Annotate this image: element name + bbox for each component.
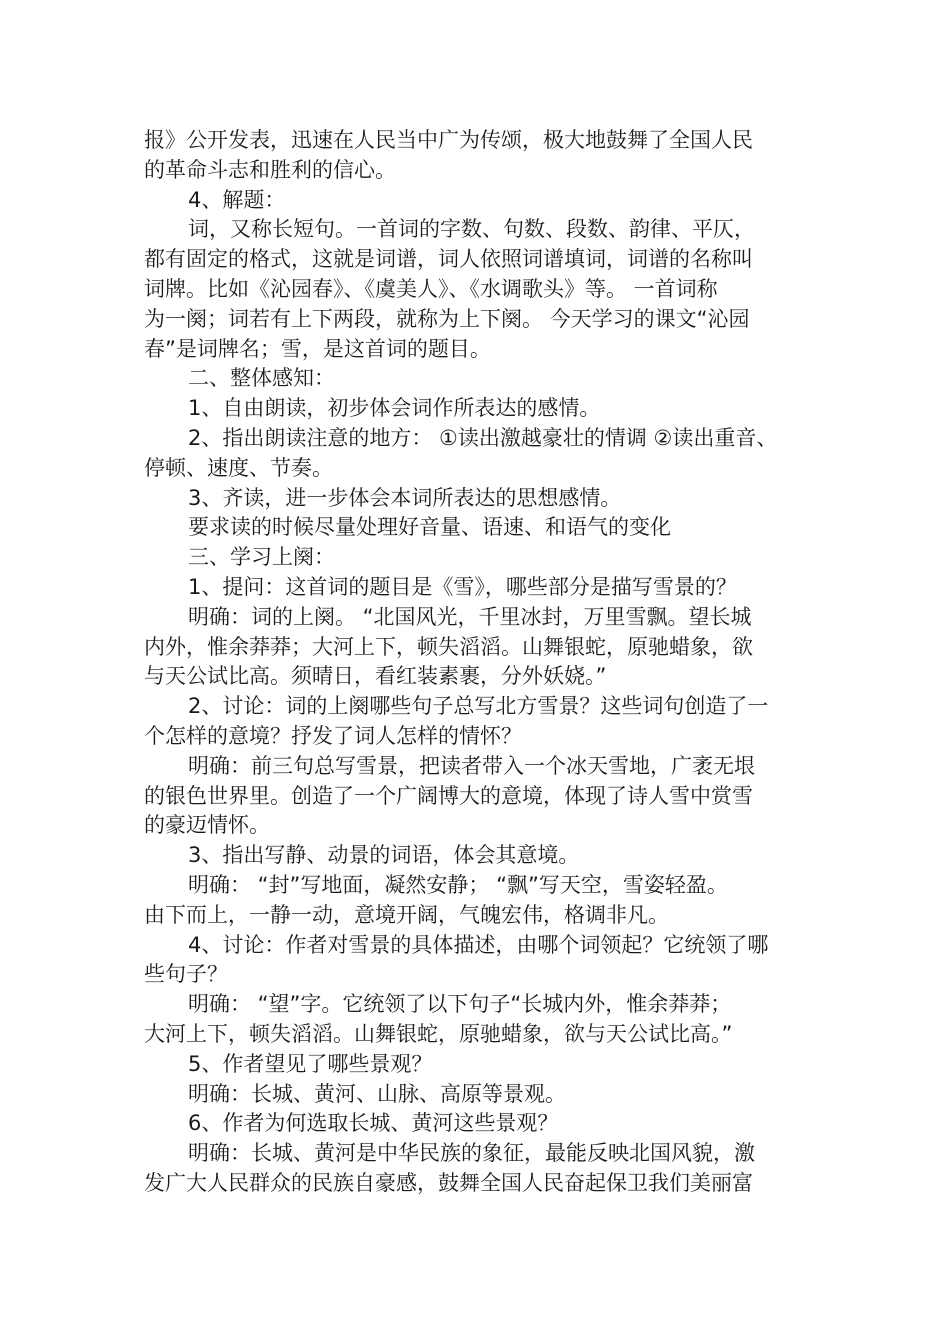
paragraph (144, 484, 812, 514)
paragraph (144, 1080, 812, 1110)
text-line: 3、齐读，进一步体会本词所表达的思想感情。 (188, 485, 622, 510)
text-line: 些句子？ (144, 962, 228, 987)
text-line: 1、提问：这首词的题目是《雪》，哪些部分是描写雪景的？ (188, 574, 737, 599)
text-line: 词，又称长短句。一首词的字数、句数、段数、韵律、平仄， (188, 217, 755, 242)
text-line: 要求读的时候尽量处理好音量、语速、和语气的变化 (188, 515, 671, 540)
text-line: 内外，惟余莽莽；大河上下，顿失滔滔。山舞银蛇，原驰蜡象，欲 (144, 634, 753, 659)
paragraph (144, 186, 812, 216)
paragraph (144, 931, 812, 991)
text-line: 词牌。比如《沁园春》、《虞美人》、《水调歌头》等。 一首词称 (144, 276, 718, 301)
text-line: 明确：长城、黄河是中华民族的象征，最能反映北国风貌，激 (188, 1141, 755, 1166)
paragraph (144, 1139, 812, 1199)
paragraph (144, 215, 812, 364)
paragraph (144, 543, 812, 573)
paragraph (144, 394, 812, 424)
text-line: 的豪迈情怀。 (144, 813, 270, 838)
text-line: 报》公开发表，迅速在人民当中广为传颂，极大地鼓舞了全国人民 (144, 128, 753, 152)
text-line: 与天公试比高。须晴日，看红装素裹，分外妖娆。” (144, 664, 607, 689)
text-line: 明确：词的上阕。 “北国风光，千里冰封，万里雪飘。望长城 (188, 604, 752, 629)
text-line: 为一阕；词若有上下两段，就称为上下阕。 今天学习的课文“沁园 (144, 306, 750, 331)
text-line: 明确：长城、黄河、山脉、高原等景观。 (188, 1081, 566, 1106)
text-line: 4、讨论：作者对雪景的具体描述，由哪个词领起？它统领了哪 (188, 932, 769, 957)
text-line: 个怎样的意境？抒发了词人怎样的情怀？ (144, 723, 522, 748)
text-line: 3、指出写静、动景的词语，体会其意境。 (188, 843, 580, 868)
paragraph (144, 871, 812, 931)
text-line: 2、讨论：词的上阕哪些句子总写北方雪景？这些词句创造了一 (188, 694, 769, 719)
text-line: 都有固定的格式，这就是词谱，词人依照词谱填词，词谱的名称叫 (144, 247, 753, 272)
paragraph (144, 513, 812, 543)
text-line: 由下而上，一静一动，意境开阔，气魄宏伟，格调非凡。 (144, 902, 669, 927)
text-line: 1、自由朗读，初步体会词作所表达的感情。 (188, 396, 601, 421)
text-line: 春”是词牌名；雪，是这首词的题目。 (144, 336, 491, 361)
text-line: 的革命斗志和胜利的信心。 (144, 157, 396, 182)
text-line: 2、指出朗读注意的地方： ①读出激越豪壮的情调 ②读出重音、 (188, 425, 778, 450)
text-line: 5、作者望见了哪些景观？ (188, 1051, 433, 1076)
text-line: 发广大人民群众的民族自豪感，鼓舞全国人民奋起保卫我们美丽富 (144, 1170, 753, 1195)
text-line: 二、整体感知： (188, 366, 335, 391)
text-line: 停顿、速度、节奏。 (144, 455, 333, 480)
paragraph (144, 692, 812, 752)
paragraph (144, 126, 812, 186)
paragraph (144, 841, 812, 871)
paragraph (144, 1050, 812, 1080)
text-line: 三、学习上阕： (188, 545, 335, 570)
text-line: 6、作者为何选取长城、黄河这些景观？ (188, 1111, 559, 1136)
text-line: 大河上下，顿失滔滔。山舞银蛇，原驰蜡象，欲与天公试比高。” (144, 1021, 733, 1046)
text-line: 明确： “望”字。它统领了以下句子“长城内外，惟余莽莽； (188, 992, 732, 1017)
text-line: 明确： “封”写地面，凝然安静； “飘”写天空，雪姿轻盈。 (188, 872, 728, 897)
paragraph (144, 1109, 812, 1139)
paragraph (144, 990, 812, 1050)
text-line: 明确：前三句总写雪景，把读者带入一个冰天雪地，广袤无垠 (188, 753, 755, 778)
paragraph (144, 424, 812, 484)
document-body (144, 126, 812, 1199)
paragraph (144, 364, 812, 394)
text-line: 的银色世界里。创造了一个广阔博大的意境，体现了诗人雪中赏雪 (144, 783, 753, 808)
paragraph (144, 603, 812, 692)
paragraph (144, 752, 812, 841)
paragraph (144, 573, 812, 603)
text-line: 4、解题： (188, 187, 286, 212)
